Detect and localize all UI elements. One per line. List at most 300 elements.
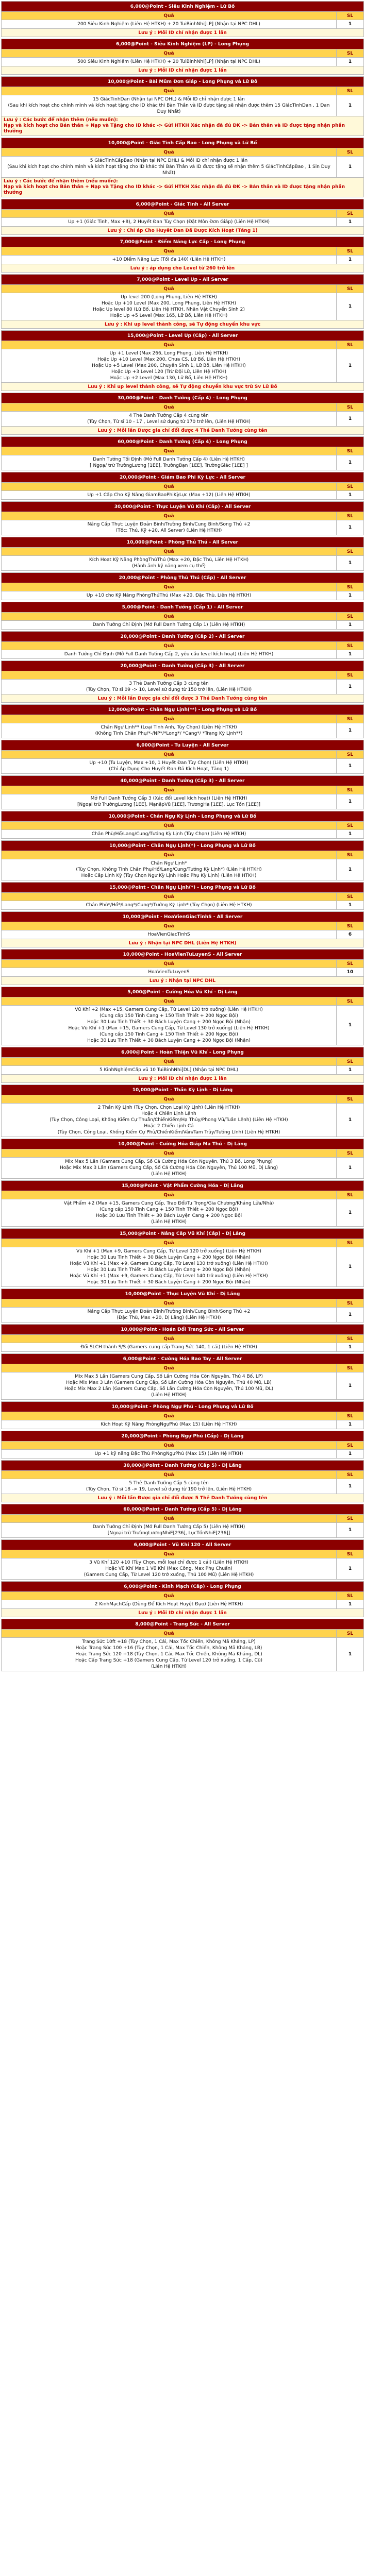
- col-qty-header: SL: [337, 447, 364, 455]
- col-qty-header: SL: [337, 786, 364, 794]
- reward-row: [2, 901, 364, 910]
- section-title: 40,000@Point - Danh Tướng (Cấp 3) - All Server: [2, 776, 364, 786]
- col-item-header: Quà: [2, 1239, 337, 1247]
- reward-text: 2 Thần Kỳ Lịnh (Tùy Chọn, Chọn Loại Kỳ Lịnh) (Liên Hệ HTKH) Hoặc 4 Chiến Lịnh Lệnh (Tùy Chọn, Công Loại, Khống Kiếm Cự Thuẫn/ChiếnKiếm/Hạ Thủy/Phong Vũ/Tuần Lệnh) (Liên Hệ HTKH) Hoặc 2 Chiến Lịnh Cá (Tùy Chọn, Công Loại, Khống Kiếm Cự Phủ/ChiếnKiếm/Vân/Tam Trủy/Tướng Lĩnh) (Liên Hệ HTKH): [2, 1104, 337, 1137]
- col-item-header: Quà: [2, 642, 337, 650]
- reward-table: [1, 1, 364, 37]
- note-text: Lưu ý : Mỗi ID chỉ nhận được 1 lần: [2, 1075, 364, 1083]
- col-qty-header: SL: [337, 851, 364, 859]
- reward-qty: 1: [337, 256, 364, 264]
- col-item-header: Quà: [2, 403, 337, 412]
- section-header: [2, 1229, 364, 1239]
- reward-text: 5 GiácTinhCấpBao (Nhận tại NPC DHL) & Mỗi ID chỉ nhận được 1 lần (Sau khi kích hoạt cho chính mình và kích hoạt tặng cho ID khác thì Bản Thân và ID được tặng sẽ nhận thêm 5 GiácTinhCấpBao , 1 Sin Duy Nhất): [2, 157, 337, 178]
- column-headers: [2, 642, 364, 650]
- reward-text: 200 Siêu Kinh Nghiệm (Liên Hệ HTKH) + 20 TuiBinhNhi[LP] (Nhận tại NPC DHL): [2, 20, 337, 29]
- col-item-header: Quà: [2, 483, 337, 491]
- reward-row: [2, 930, 364, 939]
- reward-row: [2, 157, 364, 178]
- section-title: 10,000@Point - Chân Ngự Lịnh(*) - Long Phụng và Lữ Bố: [2, 841, 364, 851]
- section-header: [2, 705, 364, 715]
- col-qty-header: SL: [337, 1442, 364, 1450]
- reward-text: Up +10 (Tu Luyện, Max +10, 1 Huyết Đan Tùy Chọn) (Liên Hệ HTKH) (Chỉ Áp Dụng Cho Huyết Đan Đã Kích Hoạt, Tăng 1): [2, 759, 337, 774]
- section-note: [2, 227, 364, 235]
- col-item-header: Quà: [2, 893, 337, 901]
- section-header: [2, 661, 364, 671]
- column-headers: [2, 483, 364, 491]
- reward-text: 5 Thẻ Danh Tướng Cấp 5 cùng tên (Tùy Chọn, Từ sĩ 18 -> 19, Level sử dụng từ 190 trở lên, (Liên Hệ HTKH): [2, 1479, 337, 1494]
- column-headers: [2, 1442, 364, 1450]
- column-headers: [2, 87, 364, 95]
- section-title: 6,000@Point - Vũ Khí 120 - All Server: [2, 1540, 364, 1550]
- section-title: 30,000@Point - Danh Tướng (Cấp 5) - Dị Lăng: [2, 1461, 364, 1471]
- reward-table: [1, 393, 364, 435]
- reward-table: [1, 811, 364, 839]
- section-title: 7,000@Point - Điểm Năng Lực Cấp - Long Phụng: [2, 237, 364, 247]
- reward-table: [1, 1504, 364, 1538]
- reward-text: Mix Max 5 Lần (Gamers Cung Cấp, Số Cá Cường Hóa Còn Nguyên, Thú 3 Bố, Long Phụng) Hoặc Mix Max 3 Lần (Gamers Cung Cấp, Số Cá Cường Hóa Còn Nguyên, Thú 100 Mũ, Dị Lăng) (Liên Hệ HTKH): [2, 1158, 337, 1179]
- section-header: [2, 502, 364, 512]
- column-headers: [2, 822, 364, 830]
- reward-row: [2, 1479, 364, 1494]
- col-qty-header: SL: [337, 583, 364, 591]
- reward-qty: 1: [337, 1066, 364, 1075]
- col-item-header: Quà: [2, 715, 337, 723]
- reward-text: Kích Hoạt Kỹ Năng PhòngNgựPhú (Max 15) (Liên Hệ HTKH): [2, 1420, 337, 1429]
- col-qty-header: SL: [337, 483, 364, 491]
- reward-text: Chân Ngự Lịnh* (Tùy Chọn, Không Tinh Chân Phụ/Hổ/Lang/Cung/Tướng Kỳ Lịnh*) (Liên Hệ HTKH) Hoặc Cấp Lịnh Kỳ (Tùy Chọn Ngự Kỳ Lịnh Hoặc Phụ Kỳ Lịnh) (Liên Hệ HTKH): [2, 859, 337, 880]
- col-qty-header: SL: [337, 997, 364, 1006]
- reward-text: 5 KinhNghiệmCấp vũ 10 TuiBinhNhi[DL] (Nhận tại NPC DHL): [2, 1066, 337, 1075]
- reward-row: [2, 1638, 364, 1671]
- section-header: [2, 811, 364, 822]
- reward-table: [1, 1139, 364, 1179]
- section-header: [2, 1325, 364, 1335]
- col-item-header: Quà: [2, 1442, 337, 1450]
- note-text: Lưu ý : áp dụng cho Level từ 260 trở lên: [2, 264, 364, 273]
- section-title: 12,000@Point - Chân Ngự Lịnh(**) - Long Phụng và Lữ Bố: [2, 705, 364, 715]
- col-qty-header: SL: [337, 210, 364, 218]
- section-title: 15,000@Point - Level Up (Cấp) - All Server: [2, 331, 364, 341]
- reward-row: [2, 759, 364, 774]
- reward-qty: 1: [337, 95, 364, 116]
- col-qty-header: SL: [337, 1058, 364, 1066]
- col-qty-header: SL: [337, 671, 364, 680]
- col-item-header: Quà: [2, 1515, 337, 1523]
- section-header: [2, 39, 364, 49]
- reward-text: Up +1 Level (Max 266, Long Phụng, Liên Hệ HTKH) Hoặc Up +10 Level (Max 200, Chưa CS, Lữ Bố, Liên Hệ HTKH) Hoặc Up +5 Level (Max 200, Chuyển Sinh 1, Lữ Bố, Liên Hệ HTKH) Hoặc Up +3 Level 120 (Trừ Đội Lữ, Liên Hệ HTKH) Hoặc Up +2 Level (Max 130, Lữ Bố, Liên Hệ HTKH): [2, 349, 337, 383]
- column-headers: [2, 1239, 364, 1247]
- reward-table: [1, 76, 364, 136]
- section-header: [2, 1461, 364, 1471]
- reward-qty: 1: [337, 455, 364, 470]
- reward-table: [1, 840, 364, 880]
- reward-qty: 1: [337, 218, 364, 227]
- reward-table: [1, 330, 364, 391]
- reward-qty: 1: [337, 1420, 364, 1429]
- section-title: 15,000@Point - Nâng Cấp Vũ Khí (Cấp) - Dị Lăng: [2, 1229, 364, 1239]
- reward-qty: 1: [337, 1450, 364, 1459]
- section-header: [2, 1504, 364, 1515]
- reward-table: [1, 1084, 364, 1137]
- reward-text: 3 Thẻ Danh Tướng Cấp 3 cùng tên (Tùy Chọn, Từ sĩ 09 -> 10, Level sử dụng từ 150 trở lên, (Liên Hệ HTKH): [2, 680, 337, 694]
- reward-qty: 1: [337, 1372, 364, 1400]
- column-headers: [2, 851, 364, 859]
- reward-row: [2, 591, 364, 600]
- column-headers: [2, 1592, 364, 1600]
- reward-row: [2, 830, 364, 839]
- reward-row: [2, 256, 364, 264]
- section-title: 10,000@Point - Chân Ngự Kỳ Lịnh - Long Phụng và Lữ Bố: [2, 811, 364, 822]
- col-qty-header: SL: [337, 822, 364, 830]
- section-header: [2, 1085, 364, 1095]
- reward-text: 3 Vũ Khí 120 +10 (Tùy Chọn, mỗi loại chỉ được 1 cái) (Liên Hệ HTKH) Hoặc Vũ Khí Max 1 Vũ Khí (Max Công, Max Phụ Chuẩn) (Gamers Cung Cấp, Từ Level 120 trở xuống, Thú 100 Mũ) (Liên Hệ HTKH): [2, 1558, 337, 1580]
- section-title: 60,000@Point - Danh Tướng (Cấp 5) - Dị Lăng: [2, 1504, 364, 1515]
- reward-qty: 6: [337, 930, 364, 939]
- reward-text: Nâng Cấp Thực Luyện Đoản Binh/Trường Binh/Cung Binh/Song Thủ +2 (Đặc Thù, Max +20, Dị Lăng) (Liên Hệ HTKH): [2, 1308, 337, 1323]
- reward-qty: 1: [337, 621, 364, 630]
- reward-qty: 1: [337, 1343, 364, 1352]
- section-note: [2, 264, 364, 273]
- reward-qty: 1: [337, 859, 364, 880]
- col-qty-header: SL: [337, 715, 364, 723]
- reward-qty: 1: [337, 157, 364, 178]
- column-headers: [2, 1412, 364, 1420]
- reward-qty: 1: [337, 1308, 364, 1323]
- col-qty-header: SL: [337, 613, 364, 621]
- section-title: 10,000@Point - HoaVienTuLuyenS - All Server: [2, 950, 364, 960]
- col-qty-header: SL: [337, 12, 364, 20]
- column-headers: [2, 341, 364, 349]
- reward-qty: 1: [337, 520, 364, 535]
- reward-qty: 1: [337, 650, 364, 659]
- reward-row: [2, 1450, 364, 1459]
- reward-table: [1, 274, 364, 329]
- reward-text: 2 KinhMạchCấp (Dùng Để Kích Hoạt Huyệt Đạo) (Liên Hệ HTKH): [2, 1600, 337, 1609]
- reward-table: [1, 1180, 364, 1227]
- col-qty-header: SL: [337, 548, 364, 556]
- reward-text: Chân Phù/Hổ/Lang/Cung/Tướng Kỳ Lịnh (Tùy Chọn) (Liên Hệ HTKH): [2, 830, 337, 839]
- section-title: 6,000@Point - Siêu Kinh Nghiệm (LP) - Long Phụng: [2, 39, 364, 49]
- reward-row: [2, 95, 364, 116]
- reward-row: [2, 1420, 364, 1429]
- reward-qty: 1: [337, 1523, 364, 1538]
- reward-text: +10 Điểm Năng Lực (Tối đa 140) (Liên Hệ HTKH): [2, 256, 337, 264]
- reward-row: [2, 650, 364, 659]
- reward-table: [1, 1047, 364, 1083]
- section-note: [2, 427, 364, 435]
- column-headers: [2, 1364, 364, 1372]
- reward-row: [2, 1247, 364, 1287]
- reward-table: [1, 1539, 364, 1580]
- reward-table: [1, 1619, 364, 1671]
- col-qty-header: SL: [337, 87, 364, 95]
- reward-table: [1, 1228, 364, 1287]
- reward-row: [2, 491, 364, 500]
- reward-table: [1, 631, 364, 659]
- section-header: [2, 841, 364, 851]
- reward-table: [1, 911, 364, 947]
- reward-row: [2, 723, 364, 738]
- reward-text: HoaVienTuLuyenS: [2, 968, 337, 977]
- reward-row: [2, 1343, 364, 1352]
- section-header: [2, 1402, 364, 1412]
- col-item-header: Quà: [2, 1095, 337, 1104]
- col-qty-header: SL: [337, 148, 364, 157]
- reward-table: [1, 537, 364, 571]
- reward-text: HoaVienGiacTinhS: [2, 930, 337, 939]
- col-qty-header: SL: [337, 751, 364, 759]
- reward-qty: 10: [337, 968, 364, 977]
- section-title: 20,000@Point - Phòng Ngự Phú (Cấp) - Dị Lăng: [2, 1431, 364, 1442]
- section-header: [2, 1181, 364, 1191]
- col-qty-header: SL: [337, 1550, 364, 1558]
- column-headers: [2, 751, 364, 759]
- col-qty-header: SL: [337, 1095, 364, 1104]
- column-headers: [2, 512, 364, 520]
- column-headers: [2, 1191, 364, 1199]
- section-title: 6,000@Point - Hoàn Thiện Vũ Khí - Long Phụng: [2, 1047, 364, 1058]
- reward-table: [1, 1401, 364, 1429]
- reward-row: [2, 1066, 364, 1075]
- section-title: 10,000@Point - HoaVienGiacTinhS - All Server: [2, 912, 364, 922]
- col-item-header: Quà: [2, 148, 337, 157]
- section-header: [2, 1139, 364, 1149]
- col-qty-header: SL: [337, 960, 364, 968]
- col-qty-header: SL: [337, 49, 364, 58]
- reward-row: [2, 794, 364, 809]
- reward-row: [2, 1158, 364, 1179]
- reward-table: [1, 1431, 364, 1459]
- note-text: Lưu ý : Mỗi ID chỉ nhận được 1 lần: [2, 29, 364, 37]
- section-note: [2, 178, 364, 197]
- section-header: [2, 275, 364, 285]
- reward-text: Up level 200 (Long Phụng, Liên Hệ HTKH) Hoặc Up +10 Level (Max 200, Long Phụng, Liên Hệ HTKH) Hoặc Up level 80 (Lữ Bố, Liên Hệ HTKH, Nhân Vật Chuyển Sinh 2) Hoặc Up +5 Level (Max 165, Lữ Bố, Liên Hệ HTKH): [2, 293, 337, 320]
- column-headers: [2, 613, 364, 621]
- reward-qty: 1: [337, 1600, 364, 1609]
- col-item-header: Quà: [2, 512, 337, 520]
- column-headers: [2, 12, 364, 20]
- reward-row: [2, 412, 364, 427]
- reward-row: [2, 20, 364, 29]
- column-headers: [2, 671, 364, 680]
- reward-text: Up +1 Cấp Cho Kỹ Năng GiamBaoPhiKỳLực (Max +12) (Liên Hệ HTKH): [2, 491, 337, 500]
- col-item-header: Quà: [2, 1592, 337, 1600]
- column-headers: [2, 447, 364, 455]
- reward-row: [2, 1372, 364, 1400]
- reward-table: [1, 138, 364, 197]
- reward-row: [2, 621, 364, 630]
- section-header: [2, 1354, 364, 1364]
- reward-text: Mix Max 5 Lần (Gamers Cung Cấp, Số Lần Cường Hóa Còn Nguyên, Thú 4 Bố, LP) Hoặc Mix Max 3 Lần (Gamers Cung Cấp, Số Lần Cường Hóa Còn Nguyên, Thú 40 Mũ, LB) Hoặc Mix Max 2 Lần (Gamers Cung Cấp, Số Lần Cường Hóa Còn Nguyên, Thú 100 Mũ, DL) (Liên Hệ HTKH): [2, 1372, 337, 1400]
- reward-row: [2, 218, 364, 227]
- reward-qty: 1: [337, 412, 364, 427]
- section-title: 7,000@Point - Level Up - All Server: [2, 275, 364, 285]
- reward-qty: 1: [337, 901, 364, 910]
- note-text: Lưu ý : Nhận tại NPC DHL: [2, 977, 364, 985]
- reward-table: [1, 882, 364, 910]
- reward-row: [2, 968, 364, 977]
- reward-table: [1, 1289, 364, 1323]
- column-headers: [2, 1335, 364, 1343]
- section-title: 20,000@Point - Giám Bao Phi Kỳ Lực - All Server: [2, 472, 364, 483]
- col-item-header: Quà: [2, 1191, 337, 1199]
- column-headers: [2, 1550, 364, 1558]
- reward-table: [1, 39, 364, 75]
- col-item-header: Quà: [2, 822, 337, 830]
- reward-qty: 1: [337, 1638, 364, 1671]
- column-headers: [2, 210, 364, 218]
- note-text: Lưu ý : Mỗi ID chỉ nhận được 1 lần: [2, 66, 364, 75]
- section-title: 20,000@Point - Danh Tướng (Cấp 2) - All Server: [2, 632, 364, 642]
- reward-qty: 1: [337, 680, 364, 694]
- reward-qty: 1: [337, 1479, 364, 1494]
- reward-qty: 1: [337, 1199, 364, 1227]
- section-header: [2, 883, 364, 893]
- section-title: 5,000@Point - Cường Hóa Vũ Khí - Dị Lăng: [2, 987, 364, 997]
- col-item-header: Quà: [2, 1058, 337, 1066]
- column-headers: [2, 960, 364, 968]
- col-item-header: Quà: [2, 447, 337, 455]
- reward-text: Up +1 kỹ năng Đặc Thù PhòngNgựPhú (Max 15) (Liên Hệ HTKH): [2, 1450, 337, 1459]
- note-text: Lưu ý : Mỗi ID chỉ nhận được 1 lần: [2, 1609, 364, 1617]
- reward-qty: 1: [337, 1158, 364, 1179]
- reward-row: [2, 1199, 364, 1227]
- column-headers: [2, 247, 364, 256]
- column-headers: [2, 403, 364, 412]
- col-qty-header: SL: [337, 1191, 364, 1199]
- reward-row: [2, 520, 364, 535]
- section-title: 10,000@Point - Thực Luyện Vũ Khí - Dị Lăng: [2, 1289, 364, 1299]
- reward-table: [1, 572, 364, 600]
- reward-row: [2, 859, 364, 880]
- section-header: [2, 912, 364, 922]
- reward-table: [1, 602, 364, 630]
- section-header: [2, 237, 364, 247]
- reward-qty: 1: [337, 1247, 364, 1287]
- reward-qty: 1: [337, 723, 364, 738]
- reward-qty: 1: [337, 58, 364, 66]
- col-qty-header: SL: [337, 285, 364, 293]
- column-headers: [2, 49, 364, 58]
- section-header: [2, 1431, 364, 1442]
- col-item-header: Quà: [2, 922, 337, 930]
- reward-table: [1, 472, 364, 500]
- col-item-header: Quà: [2, 247, 337, 256]
- reward-row: [2, 556, 364, 571]
- note-text: Lưu ý : Mỗi lần Được gia chỉ đổi được 4 Thẻ Danh Tướng cùng tên: [2, 427, 364, 435]
- section-note: [2, 977, 364, 985]
- column-headers: [2, 1299, 364, 1308]
- reward-table: [1, 704, 364, 738]
- col-qty-header: SL: [337, 1515, 364, 1523]
- section-header: [2, 602, 364, 613]
- column-headers: [2, 997, 364, 1006]
- column-headers: [2, 583, 364, 591]
- reward-table: [1, 949, 364, 985]
- reward-text: Chân Phù*/Hổ*/Lang*/Cung*/Tướng Kỳ Lịnh* (Tùy Chọn) (Liên Hệ HTKH): [2, 901, 337, 910]
- reward-row: [2, 680, 364, 694]
- column-headers: [2, 148, 364, 157]
- section-note: [2, 694, 364, 703]
- reward-row: [2, 1600, 364, 1609]
- section-header: [2, 776, 364, 786]
- reward-text: Chân Ngự Lịnh** (Loại Tinh Anh, Tùy Chọn) (Liên Hệ HTKH) (Không Tinh Chân Phụ/*-/NP*/*Long*/ *Cang*/ *Trạng Kỳ Lịnh**): [2, 723, 337, 738]
- reward-table: [1, 775, 364, 809]
- reward-text: Đổi SLCH thành S/S (Gamers cung cấp Trang Sức 140, 1 cái) (Liên Hệ HTKH): [2, 1343, 337, 1352]
- col-item-header: Quà: [2, 786, 337, 794]
- section-header: [2, 573, 364, 583]
- section-note: [2, 66, 364, 75]
- section-title: 30,000@Point - Danh Tướng (Cấp 4) - Long Phụng: [2, 393, 364, 403]
- col-qty-header: SL: [337, 1471, 364, 1479]
- reward-qty: 1: [337, 591, 364, 600]
- column-headers: [2, 1095, 364, 1104]
- reward-table: [1, 740, 364, 774]
- reward-text: Up +1 (Giác Tinh, Max +8), 2 Huyết Đan Tùy Chọn (Đặt Môn Đơn Giáp) (Liên Hệ HTKH): [2, 218, 337, 227]
- col-qty-header: SL: [337, 247, 364, 256]
- reward-qty: 1: [337, 759, 364, 774]
- section-note: [2, 116, 364, 136]
- col-qty-header: SL: [337, 1335, 364, 1343]
- column-headers: [2, 922, 364, 930]
- col-item-header: Quà: [2, 960, 337, 968]
- reward-row: [2, 58, 364, 66]
- reward-qty: 1: [337, 1558, 364, 1580]
- section-title: 10,000@Point - Giác Tinh Cấp Bao - Long Phụng và Lữ Bố: [2, 138, 364, 148]
- note-text: Lưu ý : Các bước để nhận thêm (nếu muốn): Nạp và kích hoạt cho Bản thân + Nạp và Tặng cho ID khác -> Gửi HTKH Xác nhận đã đủ ĐK -> Bản thân và ID được tặng nhận phần thưởng: [2, 116, 364, 136]
- col-qty-header: SL: [337, 1592, 364, 1600]
- col-item-header: Quà: [2, 1550, 337, 1558]
- note-text: Lưu ý : Mỗi lần Được gia chỉ đổi được 5 Thẻ Danh Tướng cùng tên: [2, 1494, 364, 1502]
- col-item-header: Quà: [2, 12, 337, 20]
- section-header: [2, 77, 364, 87]
- column-headers: [2, 715, 364, 723]
- note-text: Lưu ý : Nhận tại NPC DHL (Liên Hệ HTKH): [2, 939, 364, 947]
- section-title: 6,000@Point - Siêu Kinh Nghiệm - Lữ Bố: [2, 2, 364, 12]
- col-item-header: Quà: [2, 997, 337, 1006]
- section-header: [2, 987, 364, 997]
- section-title: 10,000@Point - Phòng Ngự Phú - Long Phụng và Lữ Bố: [2, 1402, 364, 1412]
- section-title: 6,000@Point - Tu Luyện - All Server: [2, 740, 364, 751]
- section-title: 10,000@Point - Bài Mũm Đơn Giáp - Long Phụng và Lữ Bố: [2, 77, 364, 87]
- reward-table: [1, 501, 364, 535]
- reward-text: Vật Phẩm +2 (Max +15, Gamers Cung Cấp, Trao Đổi/Tu Trọng/Gia Chương/Kháng Lửa/Nhà) (Cung cấp 150 Tinh Cang + 150 Tinh Thiết + 200 Ngọc Bội) Hoặc 30 Lưu Tinh Thiết + 30 Bách Luyện Cang + 200 Ngọc Bội (Liên Hệ HTKH): [2, 1199, 337, 1227]
- col-item-header: Quà: [2, 583, 337, 591]
- reward-text: Mở Full Danh Tướng Cấp 3 (Xác đổi Level kích hoạt) (Liên Hệ HTKH) [Ngoại trừ TrườngLương [1EE], MạnậpVũ [1EE], TrươngHạ [1EE], Lục Tốn [1EE]]: [2, 794, 337, 809]
- section-header: [2, 1582, 364, 1592]
- reward-text: Danh Tướng Chỉ Định (Mở Full Danh Tướng Cấp 2, yêu cầu level kích hoạt) (Liên Hệ HTKH): [2, 650, 337, 659]
- reward-table: [1, 1581, 364, 1617]
- section-header: [2, 2, 364, 12]
- reward-text: Vũ Khí +2 (Max +15, Gamers Cung Cấp, Từ Level 120 trở xuống) (Liên Hệ HTKH) (Cung cấp 150 Tinh Cang + 150 Tinh Thiết + 200 Ngọc Bội) Hoặc 30 Lưu Tinh Thiết + 30 Bách Luyện Cang + 200 Ngọc Bội (Nhận) Hoặc Vũ Khí +1 (Max +15, Gamers Cung Cấp, Từ Level 130 trở xuống) (Liên Hệ HTKH) (Cung cấp 150 Tinh Cang + 150 Tinh Thiết + 200 Ngọc Bội) Hoặc 30 Lưu Tinh Thiết + 30 Bách Luyện Cang + 200 Ngọc Bội (Nhận): [2, 1006, 337, 1045]
- reward-table: [1, 987, 364, 1045]
- section-title: 10,000@Point - Cường Hóa Giáp Ma Thú - Dị Lăng: [2, 1139, 364, 1149]
- reward-text: 4 Thẻ Danh Tướng Cấp 4 cùng tên (Tùy Chọn, Từ sĩ 10 - 17 , Level sử dụng từ 170 trở lên, (Liên Hệ HTKH): [2, 412, 337, 427]
- col-item-header: Quà: [2, 1364, 337, 1372]
- section-title: 6,000@Point - Cường Hóa Bao Tay - All Server: [2, 1354, 364, 1364]
- reward-text: Nâng Cấp Thực Luyện Đoản Binh/Trường Binh/Cung Binh/Song Thủ +2 (Tốc: Thủ, Kỹ +20, All Server) (Liên Hệ HTKH): [2, 520, 337, 535]
- section-header: [2, 537, 364, 548]
- section-note: [2, 1075, 364, 1083]
- reward-text: Vũ Khí +1 (Max +9, Gamers Cung Cấp, Từ Level 120 trở xuống) (Liên Hệ HTKH) Hoặc 30 Lưu Tinh Thiết + 30 Bách Luyện Cang + 200 Ngọc Bội (Nhận) Hoặc Vũ Khí +1 (Max +9, Gamers Cung Cấp, Từ Level 130 trở xuống) (Liên Hệ HTKH) Hoặc 30 Lưu Tinh Thiết + 30 Bách Luyện Cang + 200 Ngọc Bội (Nhận) Hoặc Vũ Khí +1 (Max +9, Gamers Cung Cấp, Từ Level 140 trở xuống) (Liên Hệ HTKH) Hoặc 30 Lưu Tinh Thiết + 30 Bách Luyện Cang + 200 Ngọc Bội (Nhận): [2, 1247, 337, 1287]
- section-note: [2, 320, 364, 329]
- note-text: Lưu ý : Các bước để nhận thêm (nếu muốn): Nạp và kích hoạt cho Bản thân + Nạp và Tặng cho ID khác -> Gửi HTKH Xác nhận đã đủ ĐK -> Bản thân và ID được tặng nhận phần thưởng: [2, 178, 364, 197]
- reward-row: [2, 1104, 364, 1137]
- note-text: Lưu ý : Khi up level thành công, sẽ Tự động chuyển khu vực trừ Sv Lữ Bố: [2, 383, 364, 391]
- col-item-header: Quà: [2, 613, 337, 621]
- column-headers: [2, 1149, 364, 1158]
- section-header: [2, 1289, 364, 1299]
